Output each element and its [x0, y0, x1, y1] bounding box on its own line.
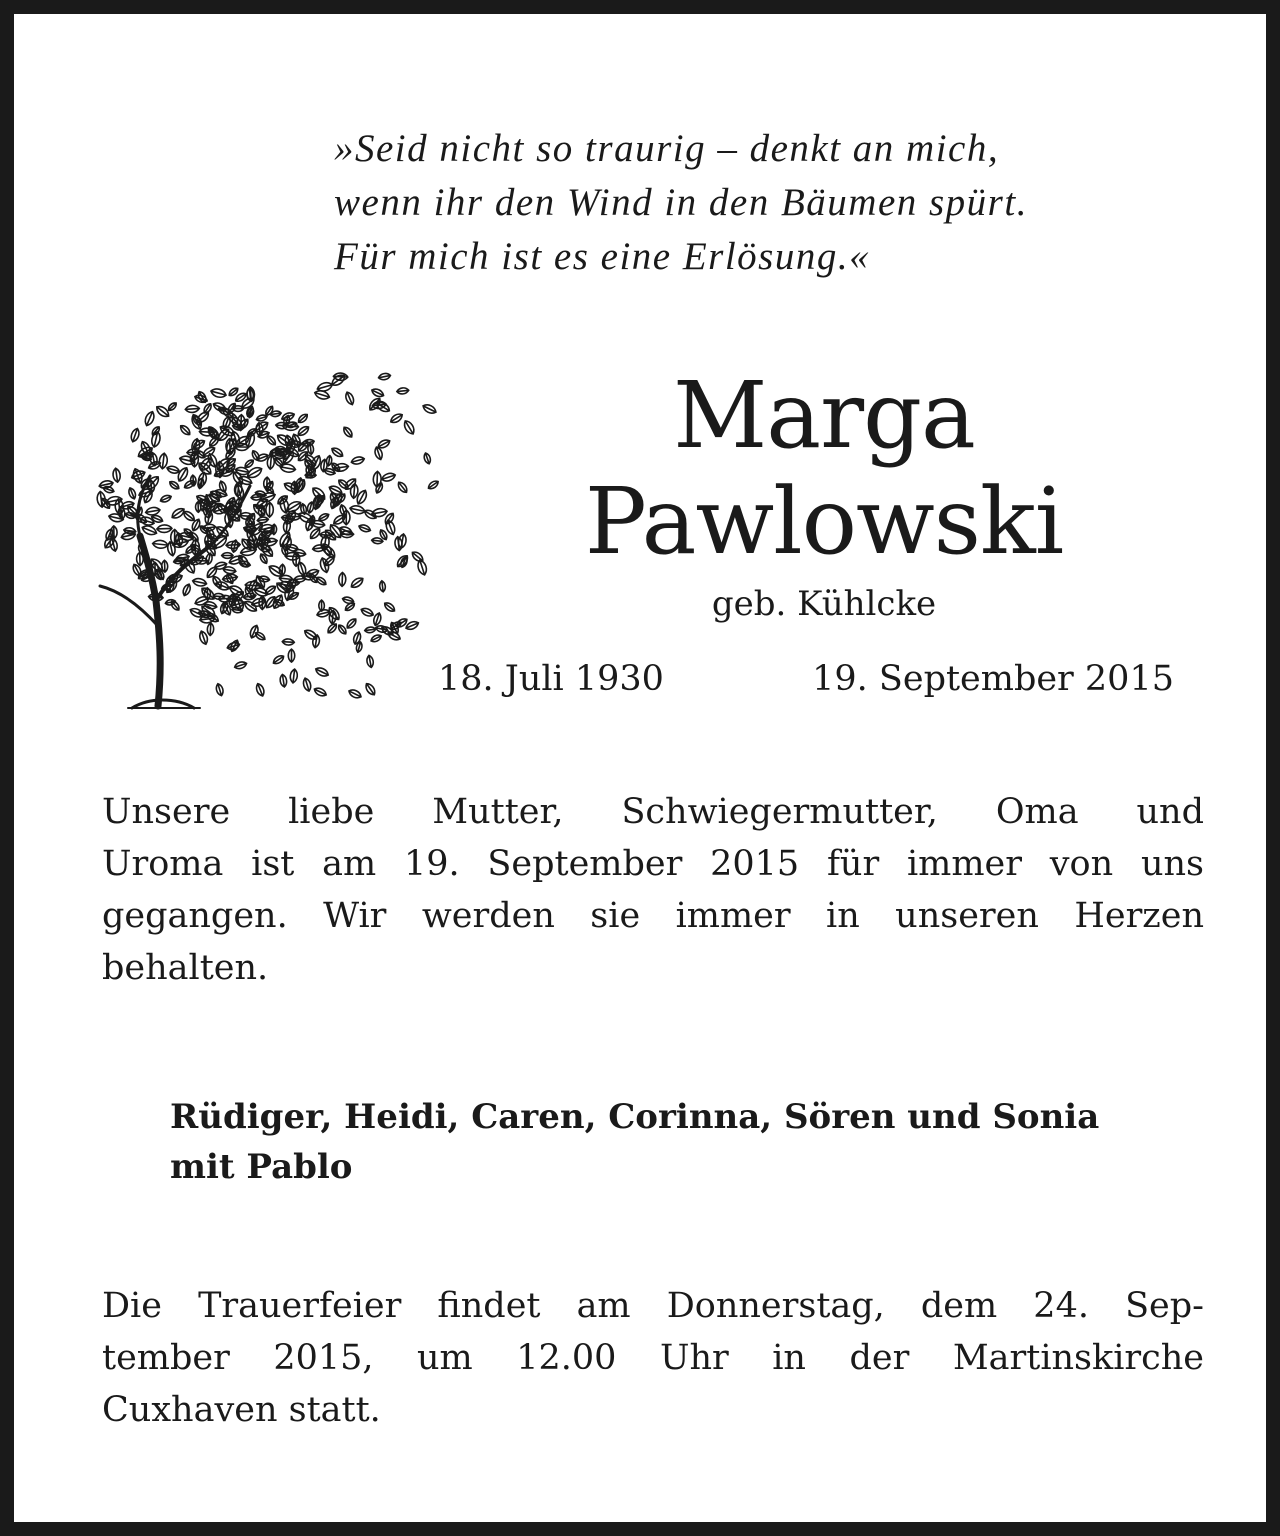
- service-paragraph: [102, 1280, 1204, 1436]
- birth-date: 18. Juli 1930: [438, 659, 664, 699]
- deceased-last-name: Pawlowski: [584, 468, 1064, 575]
- mourners-list: [170, 1092, 1204, 1192]
- service-line: tember 2015, um 12.00 Uhr in der Martinskirche: [102, 1338, 1204, 1378]
- windblown-tree-icon: [80, 336, 444, 714]
- quote-line: wenn ihr den Wind in den Bäumen spürt.: [334, 181, 1028, 224]
- announcement-paragraph: [102, 786, 1204, 994]
- announcement-line: gegangen. Wir werden sie immer in unseren Herzen: [102, 896, 1204, 936]
- deceased-first-name: Marga: [673, 362, 975, 469]
- memorial-quote: [334, 122, 1234, 284]
- death-date: 19. September 2015: [812, 659, 1174, 699]
- service-line: Cuxhaven statt.: [102, 1390, 381, 1430]
- quote-line: Für mich ist es eine Erlösung.«: [334, 235, 871, 278]
- maiden-name: geb. Kühlcke: [711, 584, 937, 624]
- mourners-line: Rüdiger, Heidi, Caren, Corinna, Sören und Sonia: [170, 1097, 1100, 1137]
- service-line: Die Trauerfeier findet am Donnerstag, dem 24. Sep-: [102, 1286, 1204, 1326]
- announcement-line: behalten.: [102, 948, 269, 988]
- announcement-line: Unsere liebe Mutter, Schwiegermutter, Oma und: [102, 792, 1204, 832]
- quote-line: »Seid nicht so traurig – denkt an mich,: [334, 127, 1000, 170]
- mourners-line: mit Pablo: [170, 1147, 353, 1187]
- announcement-line: Uroma ist am 19. September 2015 für immer von uns: [102, 844, 1204, 884]
